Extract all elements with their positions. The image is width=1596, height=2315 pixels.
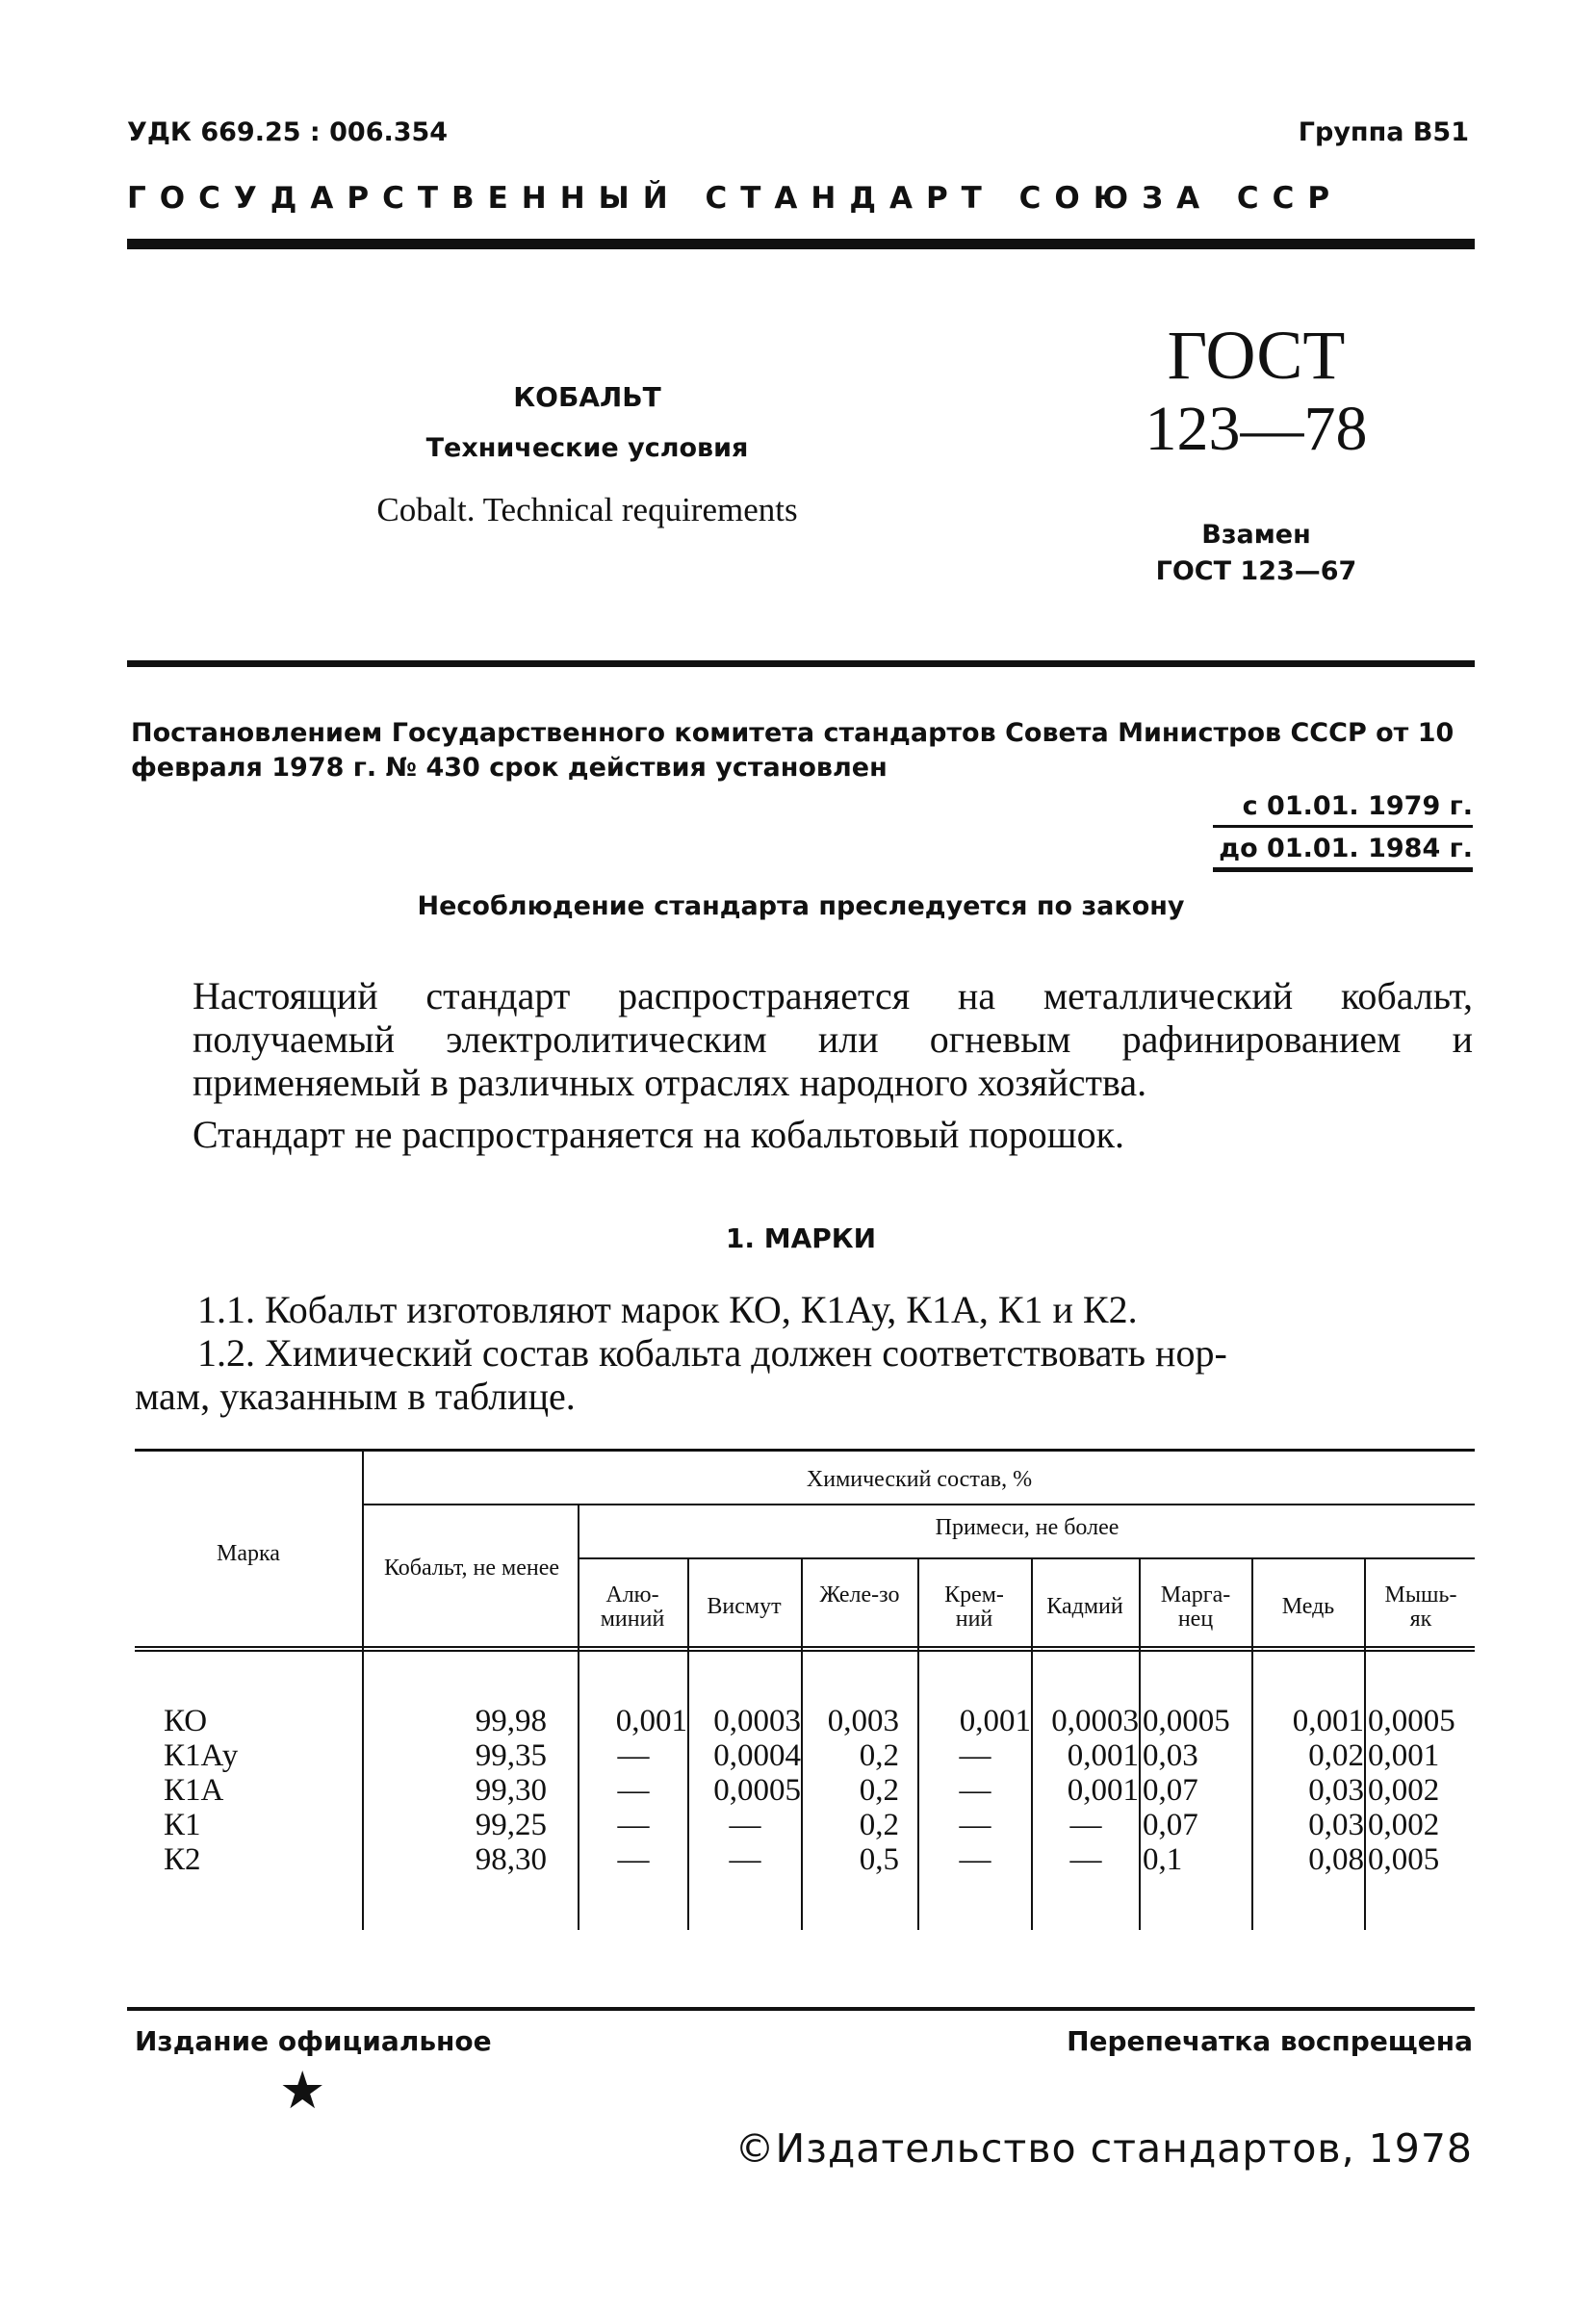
composition-table [135,1449,1475,1930]
intro-paragraph: Настоящий стандарт распространяется на металлический кобальт, получаемый электролитическим или огневым рафинированием и применяемый в различных отраслях народного хозяйства. [193,974,1473,1104]
header-grade: Марка [217,1541,280,1566]
impurity-cell: — [617,1773,650,1808]
impurity-cell: 0,03 [1308,1808,1364,1842]
title-rule [127,660,1475,667]
header-bismuth: Висмут [707,1594,782,1619]
grade-cell: КО [164,1704,208,1738]
header-rule [127,239,1475,249]
header-manganese: Марга-нец [1160,1582,1231,1632]
header-bottom-rule-2 [135,1650,1475,1652]
header-cobalt: Кобальт, не менее [383,1556,560,1581]
valid-from-underline [1213,825,1473,828]
reprint-notice: Перепечатка воспрещена [1067,2025,1473,2057]
star-icon: ★ [279,2062,326,2120]
header-cadmium: Кадмий [1046,1594,1123,1619]
impurity-cell: 0,0005 [713,1773,801,1808]
grade-cell: К1А [164,1773,224,1808]
impurity-cell: 0,07 [1143,1808,1198,1842]
udk-code: УДК 669.25 : 006.354 [127,117,449,147]
impurity-cell: — [959,1808,991,1842]
impurity-cell: 0,2 [859,1773,899,1808]
impurity-cell: 0,0003 [713,1704,801,1738]
state-standard-heading: ГОСУДАРСТВЕННЫЙ СТАНДАРТ СОЮЗА ССР [127,181,1344,216]
impurity-cell: — [1069,1842,1102,1877]
cobalt-cell: 99,30 [475,1773,547,1808]
section-heading: 1. МАРКИ [725,1222,877,1254]
group-header-rule [364,1504,1475,1505]
impurity-cell: 0,0005 [1143,1704,1230,1738]
impurity-cell: 0,1 [1143,1842,1183,1877]
impurity-cell: 0,001 [1368,1738,1440,1773]
cobalt-cell: 99,35 [475,1738,547,1773]
impurities-header-rule [578,1557,1475,1559]
clause-1-2: 1.2. Химический состав кобальта должен соответствовать нор- [197,1331,1227,1375]
publisher-copyright: ©Издательство стандартов, 1978 [734,2125,1473,2172]
group-code: Группа В51 [1298,117,1469,147]
replaced-standard: ГОСТ 123—67 [1155,556,1357,586]
impurity-cell: — [959,1842,991,1877]
impurity-cell: — [959,1738,991,1773]
impurity-cell: 0,003 [827,1704,899,1738]
impurity-cell: 0,001 [1067,1773,1139,1808]
grade-cell: К1Ау [164,1738,239,1773]
header-silicon: Крем-ний [944,1582,1004,1632]
valid-to-underline [1213,867,1473,872]
impurity-cell: 0,001 [615,1704,687,1738]
english-title: Cobalt. Technical requirements [376,491,798,528]
grade-cell: К1 [164,1808,201,1842]
document-subtitle: Технические условия [425,433,749,463]
impurity-cell: 0,02 [1308,1738,1364,1773]
header-impurities: Примеси, не более [935,1515,1120,1540]
penalty-notice: Несоблюдение стандарта преследуется по закону [417,891,1185,921]
clause-1-2-continued: мам, указанным в таблице. [135,1375,576,1418]
gost-number: 123—78 [1145,394,1368,464]
header-chemical-composition: Химический состав, % [806,1467,1033,1492]
impurity-cell: 0,03 [1143,1738,1198,1773]
header-copper: Медь [1281,1594,1335,1619]
grade-cell: К2 [164,1842,201,1877]
valid-to: до 01.01. 1984 г. [1219,834,1473,863]
impurity-cell: 0,0003 [1051,1704,1139,1738]
gost-label: ГОСТ [1167,317,1346,394]
impurity-cell: 0,002 [1368,1808,1440,1842]
impurity-cell: — [1069,1808,1102,1842]
impurity-cell: 0,001 [959,1704,1031,1738]
document-title: КОБАЛЬТ [513,381,661,413]
header-aluminium: Алю-миний [600,1582,665,1632]
impurity-cell: 0,001 [1292,1704,1364,1738]
clause-1-1: 1.1. Кобальт изготовляют марок КО, К1Ау, К1А, К1 и К2. [197,1288,1138,1331]
impurity-cell: 0,08 [1308,1842,1364,1877]
impurity-cell: 0,5 [859,1842,899,1877]
impurity-cell: 0,03 [1308,1773,1364,1808]
footer-rule [127,2007,1475,2011]
cobalt-cell: 99,25 [475,1808,547,1842]
impurity-cell: 0,2 [859,1808,899,1842]
cobalt-cell: 99,98 [475,1704,547,1738]
impurity-cell: — [729,1842,761,1877]
col-rule-grade [362,1449,364,1930]
official-edition: Издание официальное [135,2025,492,2057]
impurity-cell: — [959,1773,991,1808]
impurity-cell: 0,002 [1368,1773,1440,1808]
header-arsenic: Мышь-як [1384,1582,1457,1632]
impurity-cell: 0,005 [1368,1842,1440,1877]
decree-text: Постановлением Государственного комитета стандартов Совета Министров СССР от 10 февраля 1978 г. № 430 срок действия установлен [131,718,1454,783]
impurity-cell: — [617,1808,650,1842]
impurity-cell: 0,07 [1143,1773,1198,1808]
replaces-label: Взамен [1201,520,1311,550]
cobalt-cell: 98,30 [475,1842,547,1877]
header-bottom-rule [135,1646,1475,1648]
impurity-cell: — [729,1808,761,1842]
impurity-cell: 0,0004 [713,1738,801,1773]
table-top-rule [135,1449,1475,1452]
valid-from: с 01.01. 1979 г. [1242,791,1473,821]
impurity-cell: — [617,1842,650,1877]
intro-exclusion: Стандарт не распространяется на кобальтовый порошок. [193,1113,1125,1156]
impurity-cell: 0,2 [859,1738,899,1773]
impurity-cell: — [617,1738,650,1773]
impurity-cell: 0,001 [1067,1738,1139,1773]
header-iron: Желе-зо [819,1582,900,1608]
impurity-cell: 0,0005 [1368,1704,1455,1738]
